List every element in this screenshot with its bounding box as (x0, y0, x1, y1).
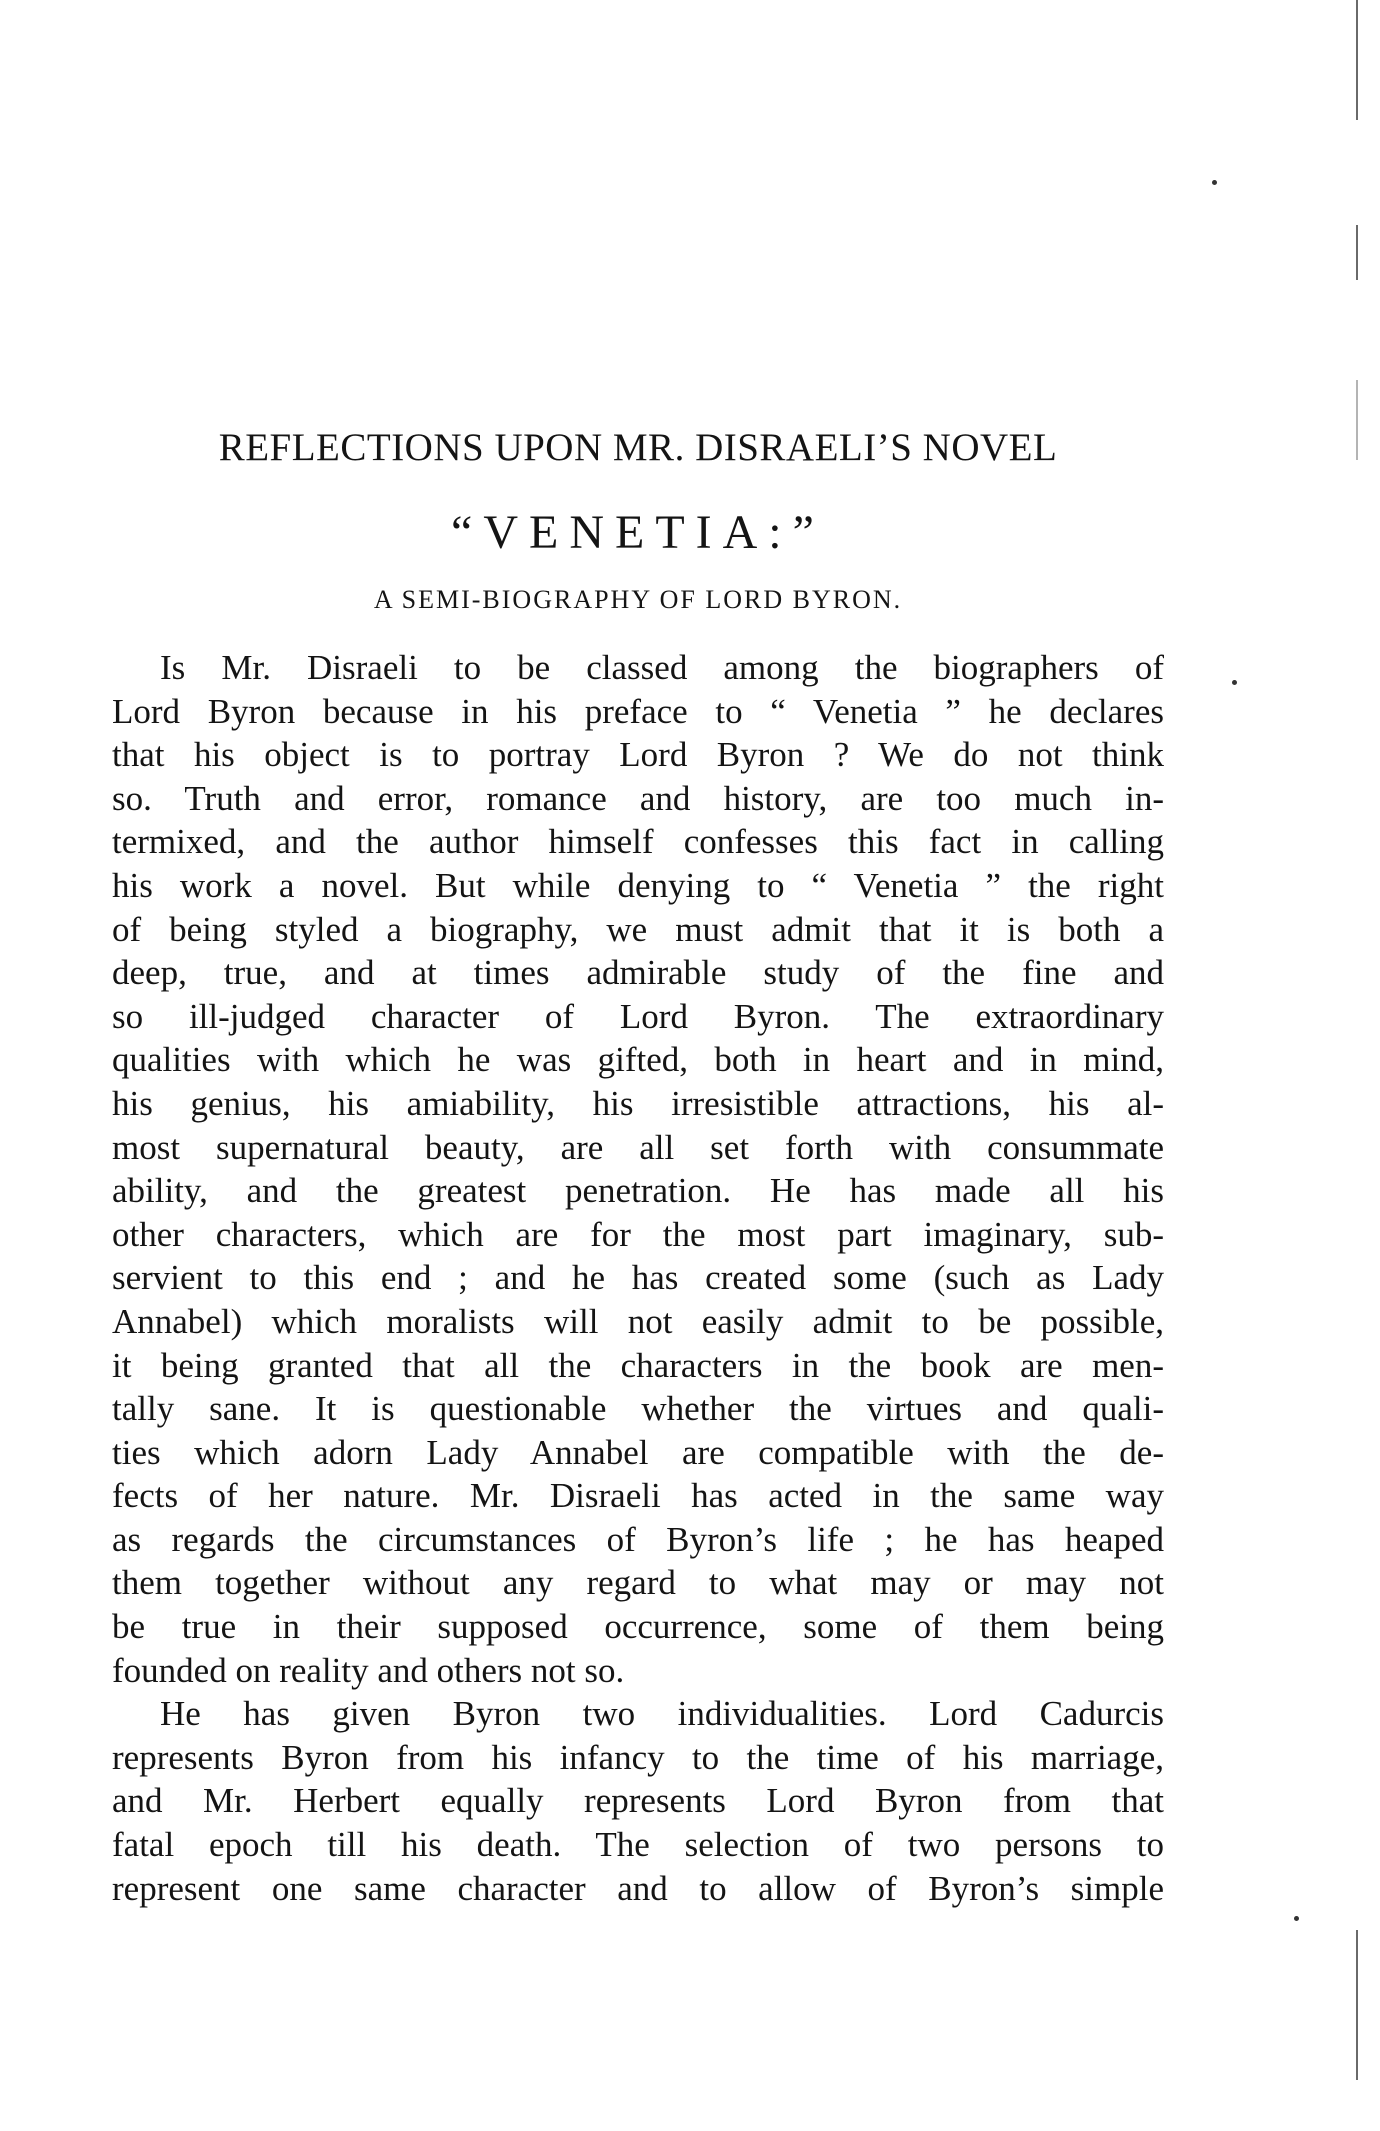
text-line: represents Byron from his infancy to the time of his marriage, (112, 1737, 1164, 1777)
page-edge-line (1356, 380, 1358, 460)
text-line: that his object is to portray Lord Byron ? We do not think (112, 735, 1164, 775)
text-line: them together without any regard to what may or may not (112, 1563, 1164, 1603)
text-line: Lord Byron because in his preface to “ Venetia ” he declares (112, 691, 1164, 731)
speck-mark (1232, 680, 1237, 685)
text-line: founded on reality and others not so. (112, 1650, 625, 1690)
speck-mark (1212, 180, 1217, 185)
text-line: fatal epoch till his death. The selection of two persons to (112, 1825, 1164, 1865)
text-line: and Mr. Herbert equally represents Lord Byron from that (112, 1781, 1164, 1821)
page-edge-line (1356, 225, 1358, 280)
text-line: his genius, his amiability, his irresistible attractions, his al- (112, 1083, 1164, 1123)
text-line: deep, true, and at times admirable study of the fine and (112, 953, 1164, 993)
speck-mark (1294, 1916, 1299, 1921)
text-line: ties which adorn Lady Annabel are compatible with the de- (112, 1432, 1164, 1472)
text-line: of being styled a biography, we must admit that it is both a (112, 909, 1164, 949)
text-line: qualities with which he was gifted, both in heart and in mind, (112, 1040, 1164, 1080)
paragraph (112, 1692, 1164, 1910)
text-line: other characters, which are for the most part imaginary, sub- (112, 1214, 1164, 1254)
chapter-subtitle: A SEMI-BIOGRAPHY OF LORD BYRON. (373, 585, 903, 614)
text-line: Annabel) which moralists will not easily admit to be possible, (112, 1301, 1164, 1341)
text-line: tally sane. It is questionable whether the virtues and quali- (112, 1389, 1164, 1429)
page-edge-line (1356, 0, 1358, 120)
paragraph (112, 646, 1164, 1692)
text-line: ability, and the greatest penetration. He has made all his (112, 1171, 1164, 1211)
chapter-title: REFLECTIONS UPON MR. DISRAELI’S NOVEL (218, 426, 1058, 469)
text-line: as regards the circumstances of Byron’s life ; he has heaped (112, 1519, 1164, 1559)
text-line: his work a novel. But while denying to “ Venetia ” the right (112, 865, 1164, 905)
novel-title: “VENETIA:” (451, 506, 825, 559)
page-edge-line (1356, 1930, 1358, 2080)
text-line: so ill-judged character of Lord Byron. The extraordinary (112, 996, 1164, 1036)
text-line: fects of her nature. Mr. Disraeli has acted in the same way (112, 1476, 1164, 1516)
text-line: represent one same character and to allow of Byron’s simple (112, 1868, 1164, 1908)
text-line: it being granted that all the characters in the book are men- (112, 1345, 1164, 1385)
text-line: so. Truth and error, romance and history, are too much in- (112, 778, 1164, 818)
text-line: most supernatural beauty, are all set forth with consummate (112, 1127, 1164, 1167)
text-line: be true in their supposed occurrence, some of them being (112, 1607, 1164, 1647)
text-line: termixed, and the author himself confesses this fact in calling (112, 822, 1164, 862)
text-line: He has given Byron two individualities. Lord Cadurcis (160, 1694, 1164, 1734)
text-line: Is Mr. Disraeli to be classed among the biographers of (160, 648, 1164, 687)
body-text (112, 646, 1164, 1910)
text-line: servient to this end ; and he has created some (such as Lady (112, 1258, 1164, 1298)
